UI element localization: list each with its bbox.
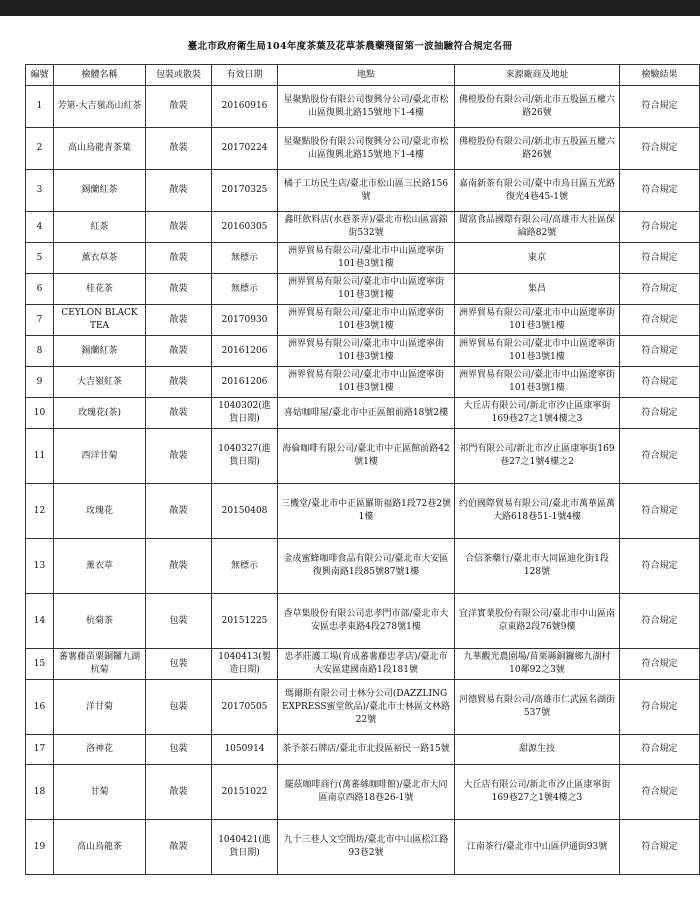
expiry-date-cell: 無標示 xyxy=(212,274,278,305)
expiry-date-cell: 1040421(進貨日期) xyxy=(212,820,278,875)
header-result: 檢驗結果 xyxy=(620,65,700,86)
inspection-result-cell: 符合規定 xyxy=(620,649,700,680)
source-vendor-cell: 閩富食品國際有限公司/高雄市大社區保綸路82號 xyxy=(455,212,620,243)
source-vendor-cell: 大丘店有限公司/新北市汐止區康寧街169巷27之1號4樓之3 xyxy=(455,765,620,820)
location-cell: 洲界貿易有限公司/臺北市中山區遼寧街101巷3號1樓 xyxy=(278,336,455,367)
location-cell: 瑪爾斯有限公司士林分公司(DAZZLING EXPRESS蜜堂飲品)/臺北市士林區文林路22號 xyxy=(278,680,455,735)
row-number-cell: 11 xyxy=(26,429,54,484)
location-cell: 香草集股份有限公司忠孝門市部/臺北市大安區忠孝東路4段278號1樓 xyxy=(278,594,455,649)
table-row xyxy=(26,539,700,594)
packaging-cell: 包裝 xyxy=(146,649,212,680)
sample-name-cell: 甘菊 xyxy=(54,765,146,820)
document-title: 臺北市政府衛生局104年度茶葉及花草茶農藥殘留第一波抽驗符合規定名冊 xyxy=(187,41,513,52)
row-number-cell: 10 xyxy=(26,398,54,429)
header-sample-name: 檢體名稱 xyxy=(54,65,146,86)
source-vendor-cell: 宜洋實業股份有限公司/臺北市中山區南京東路2段76號9樓 xyxy=(455,594,620,649)
source-vendor-cell: 河德貿易有限公司/高雄市仁武區名湖街537號 xyxy=(455,680,620,735)
table-row xyxy=(26,128,700,170)
sample-name-cell: 芳第-大吉嶺高山紅茶 xyxy=(54,86,146,128)
inspection-result-cell: 符合規定 xyxy=(620,305,700,336)
inspection-result-cell: 符合規定 xyxy=(620,274,700,305)
row-number-cell: 19 xyxy=(26,820,54,875)
header-source: 來源廠商及地址 xyxy=(455,65,620,86)
sample-name-cell: 桂花茶 xyxy=(54,274,146,305)
table-row xyxy=(26,274,700,305)
row-number-cell: 7 xyxy=(26,305,54,336)
packaging-cell: 包裝 xyxy=(146,594,212,649)
inspection-result-cell: 符合規定 xyxy=(620,735,700,765)
table-row xyxy=(26,735,700,765)
expiry-date-cell: 20161206 xyxy=(212,367,278,398)
location-cell: 洲界貿易有限公司/臺北市中山區遼寧街101巷3號1樓 xyxy=(278,274,455,305)
packaging-cell: 散裝 xyxy=(146,305,212,336)
inspection-result-cell: 符合規定 xyxy=(620,398,700,429)
row-number-cell: 5 xyxy=(26,243,54,274)
sample-name-cell: 杭菊茶 xyxy=(54,594,146,649)
inspection-result-cell: 符合規定 xyxy=(620,367,700,398)
table-row xyxy=(26,336,700,367)
sample-name-cell: 高山烏龍青茶葉 xyxy=(54,128,146,170)
packaging-cell: 包裝 xyxy=(146,680,212,735)
sample-name-cell: 薰衣草茶 xyxy=(54,243,146,274)
expiry-date-cell: 20160305 xyxy=(212,212,278,243)
packaging-cell: 散裝 xyxy=(146,429,212,484)
table-row xyxy=(26,170,700,212)
row-number-cell: 1 xyxy=(26,86,54,128)
table-row xyxy=(26,680,700,735)
inspection-result-cell: 符合規定 xyxy=(620,765,700,820)
expiry-date-cell: 20160916 xyxy=(212,86,278,128)
location-cell: 茶予茶石牌店/臺北市北投區裕民一路15號 xyxy=(278,735,455,765)
table-row xyxy=(26,594,700,649)
row-number-cell: 6 xyxy=(26,274,54,305)
source-vendor-cell: 江南茶行/臺北市中山區伊通街93號 xyxy=(455,820,620,875)
source-vendor-cell: 洲界貿易有限公司/臺北市中山區遼寧街101巷3號1樓 xyxy=(455,336,620,367)
source-vendor-cell: 洲界貿易有限公司/臺北市中山區遼寧街101巷3號1樓 xyxy=(455,305,620,336)
packaging-cell: 散裝 xyxy=(146,212,212,243)
packaging-cell: 散裝 xyxy=(146,336,212,367)
sample-name-cell: CEYLON BLACK TEA xyxy=(54,305,146,336)
expiry-date-cell: 20170505 xyxy=(212,680,278,735)
location-cell: 星聚點股份有限公司復興分公司/臺北市松山區復興北路15號地下1-4樓 xyxy=(278,86,455,128)
inspection-result-cell: 符合規定 xyxy=(620,336,700,367)
source-vendor-cell: 约伯國際貿易有限公司/臺北市萬華區萬大路618巷51-1號4樓 xyxy=(455,484,620,539)
header-no: 編號 xyxy=(26,65,54,86)
location-cell: 橘子工坊民生店/臺北市松山區三民路156號 xyxy=(278,170,455,212)
row-number-cell: 2 xyxy=(26,128,54,170)
location-cell: 洲界貿易有限公司/臺北市中山區遼寧街101巷3號1樓 xyxy=(278,367,455,398)
inspection-table xyxy=(25,64,700,875)
row-number-cell: 4 xyxy=(26,212,54,243)
expiry-date-cell: 20170325 xyxy=(212,170,278,212)
source-vendor-cell: 嘉南新茶有限公司/臺中市烏日區五光路復光4巷45-1號 xyxy=(455,170,620,212)
source-vendor-cell: 東京 xyxy=(455,243,620,274)
sample-name-cell: 大吉嶺紅茶 xyxy=(54,367,146,398)
packaging-cell: 散裝 xyxy=(146,170,212,212)
sample-name-cell: 錫蘭紅茶 xyxy=(54,170,146,212)
packaging-cell: 散裝 xyxy=(146,86,212,128)
sample-name-cell: 蕃薯藤苗栗銅鑼九湖杭菊 xyxy=(54,649,146,680)
location-cell: 洲界貿易有限公司/臺北市中山區遼寧街101巷3號1樓 xyxy=(278,305,455,336)
inspection-result-cell: 符合規定 xyxy=(620,212,700,243)
packaging-cell: 散裝 xyxy=(146,274,212,305)
location-cell: 擺茲咖啡商行(萬蕃絲咖啡館)/臺北市大同區南京西路18巷26-1號 xyxy=(278,765,455,820)
table-row xyxy=(26,484,700,539)
table-row xyxy=(26,243,700,274)
location-cell: 星聚點股份有限公司復興分公司/臺北市松山區復興北路15號地下1-4樓 xyxy=(278,128,455,170)
sample-name-cell: 薰衣草 xyxy=(54,539,146,594)
header-row xyxy=(26,65,700,86)
location-cell: 金成蜜蜂咖啡食品有限公司/臺北市大安區復興南路1段85號87號1樓 xyxy=(278,539,455,594)
inspection-result-cell: 符合規定 xyxy=(620,820,700,875)
table-row xyxy=(26,398,700,429)
packaging-cell: 散裝 xyxy=(146,484,212,539)
row-number-cell: 8 xyxy=(26,336,54,367)
sample-name-cell: 錫蘭紅茶 xyxy=(54,336,146,367)
source-vendor-cell: 洲界貿易有限公司/臺北市中山區遼寧街101巷3號1樓 xyxy=(455,367,620,398)
sample-name-cell: 紅茶 xyxy=(54,212,146,243)
sample-name-cell: 高山烏龍茶 xyxy=(54,820,146,875)
expiry-date-cell: 20151022 xyxy=(212,765,278,820)
row-number-cell: 13 xyxy=(26,539,54,594)
table-row xyxy=(26,367,700,398)
sample-name-cell: 西洋甘菊 xyxy=(54,429,146,484)
inspection-result-cell: 符合規定 xyxy=(620,128,700,170)
expiry-date-cell: 20151225 xyxy=(212,594,278,649)
inspection-result-cell: 符合規定 xyxy=(620,539,700,594)
source-vendor-cell: 祁門有限公司/新北市汐止區康寧街169巷27之1號4樓之2 xyxy=(455,429,620,484)
sample-name-cell: 洛神花 xyxy=(54,735,146,765)
expiry-date-cell: 1040327(進貨日期) xyxy=(212,429,278,484)
source-vendor-cell: 九華觀光農園場/苗栗縣銅鑼鄉九湖村10鄰92之3號 xyxy=(455,649,620,680)
expiry-date-cell: 20150408 xyxy=(212,484,278,539)
expiry-date-cell: 無標示 xyxy=(212,539,278,594)
row-number-cell: 9 xyxy=(26,367,54,398)
expiry-date-cell: 20170224 xyxy=(212,128,278,170)
source-vendor-cell: 合信茶藥行/臺北市大同區迪化街1段128號 xyxy=(455,539,620,594)
inspection-result-cell: 符合規定 xyxy=(620,680,700,735)
location-cell: 忠孝莊護工場(育成蕃薯藤忠孝店)/臺北市大安區建國南路1段181號 xyxy=(278,649,455,680)
table-row xyxy=(26,649,700,680)
source-vendor-cell: 大丘店有限公司/新北市汐止區康寧街169巷27之1號4樓之3 xyxy=(455,398,620,429)
row-number-cell: 18 xyxy=(26,765,54,820)
location-cell: 鑫旺飲料店(水巷茶弄)/臺北市松山區富錦街532號 xyxy=(278,212,455,243)
table-row xyxy=(26,429,700,484)
packaging-cell: 散裝 xyxy=(146,128,212,170)
source-vendor-cell: 集昌 xyxy=(455,274,620,305)
inspection-result-cell: 符合規定 xyxy=(620,429,700,484)
row-number-cell: 14 xyxy=(26,594,54,649)
table-row xyxy=(26,212,700,243)
expiry-date-cell: 20161206 xyxy=(212,336,278,367)
top-bar xyxy=(0,0,700,16)
table-row xyxy=(26,765,700,820)
packaging-cell: 散裝 xyxy=(146,398,212,429)
header-location: 地點 xyxy=(278,65,455,86)
inspection-result-cell: 符合規定 xyxy=(620,86,700,128)
location-cell: 海倫咖啡有限公司/臺北市中正區館前路42號1樓 xyxy=(278,429,455,484)
location-cell: 喜姑咖啡屋/臺北市中正區館前路18號2樓 xyxy=(278,398,455,429)
location-cell: 洲界貿易有限公司/臺北市中山區遼寧街101巷3號1樓 xyxy=(278,243,455,274)
location-cell: 九十三巷人文空間坊/臺北市中山區松江路93巷2號 xyxy=(278,820,455,875)
sample-name-cell: 洋甘菊 xyxy=(54,680,146,735)
packaging-cell: 散裝 xyxy=(146,367,212,398)
expiry-date-cell: 1050914 xyxy=(212,735,278,765)
row-number-cell: 15 xyxy=(26,649,54,680)
inspection-result-cell: 符合規定 xyxy=(620,594,700,649)
header-expiry-date: 有效日期 xyxy=(212,65,278,86)
packaging-cell: 散裝 xyxy=(146,765,212,820)
source-vendor-cell: 甜源生技 xyxy=(455,735,620,765)
table-row xyxy=(26,820,700,875)
table-row xyxy=(26,86,700,128)
source-vendor-cell: 佛橙股份有限公司/新北市五股區五權六路26號 xyxy=(455,128,620,170)
expiry-date-cell: 1040413(製造日期) xyxy=(212,649,278,680)
packaging-cell: 散裝 xyxy=(146,243,212,274)
location-cell: 三機堂/臺北市中正區羅斯福路1段72巷2號1樓 xyxy=(278,484,455,539)
table-body xyxy=(26,86,700,875)
sample-name-cell: 玫瑰花 xyxy=(54,484,146,539)
packaging-cell: 散裝 xyxy=(146,539,212,594)
inspection-result-cell: 符合規定 xyxy=(620,484,700,539)
row-number-cell: 16 xyxy=(26,680,54,735)
expiry-date-cell: 1040302(進貨日期) xyxy=(212,398,278,429)
inspection-result-cell: 符合規定 xyxy=(620,243,700,274)
source-vendor-cell: 佛橙股份有限公司/新北市五股區五權六路26號 xyxy=(455,86,620,128)
row-number-cell: 17 xyxy=(26,735,54,765)
expiry-date-cell: 無標示 xyxy=(212,243,278,274)
table-row xyxy=(26,305,700,336)
expiry-date-cell: 20170930 xyxy=(212,305,278,336)
packaging-cell: 散裝 xyxy=(146,820,212,875)
header-packaging: 包裝或散裝 xyxy=(146,65,212,86)
row-number-cell: 3 xyxy=(26,170,54,212)
sample-name-cell: 玫瑰花(茶) xyxy=(54,398,146,429)
row-number-cell: 12 xyxy=(26,484,54,539)
inspection-result-cell: 符合規定 xyxy=(620,170,700,212)
packaging-cell: 包裝 xyxy=(146,735,212,765)
